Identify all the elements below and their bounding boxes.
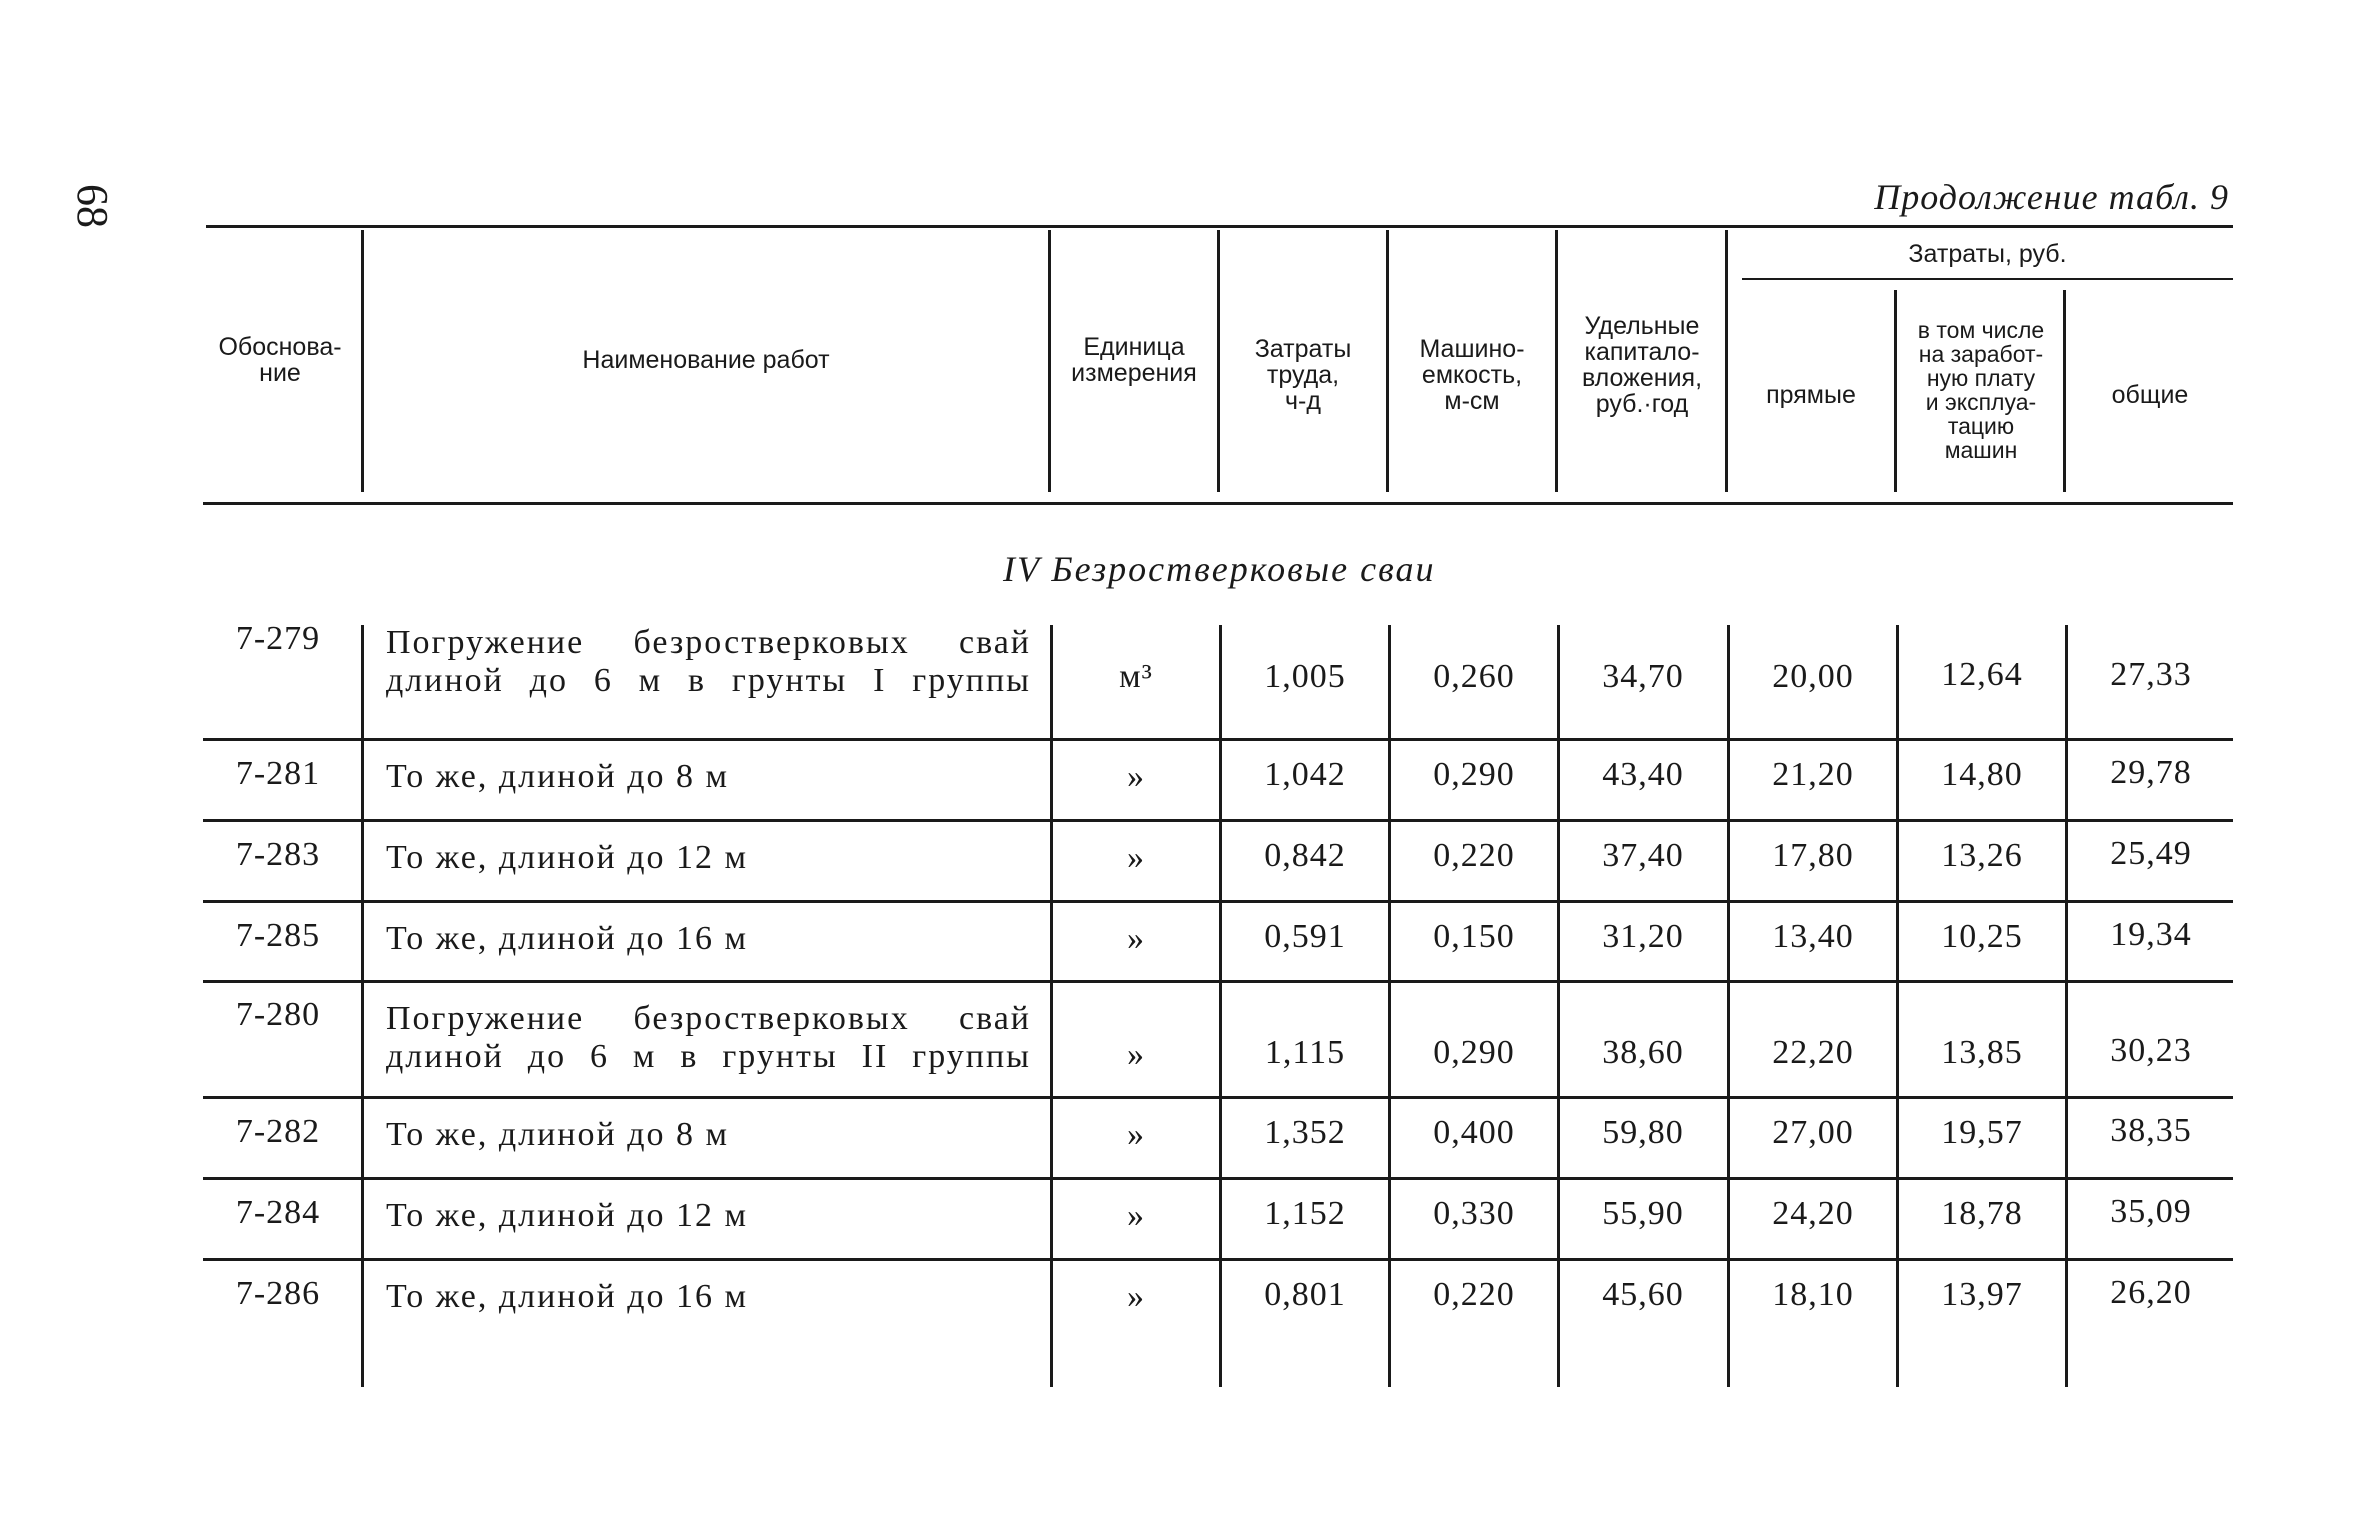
row-machine-hours: 0,260 (1433, 658, 1515, 695)
row-incl-wages: 12,64 (1941, 656, 2023, 693)
header-divider-7 (1894, 290, 1897, 492)
row-work-name: То же, длиной до 16 м (386, 920, 749, 957)
row-code: 7-284 (235, 1194, 321, 1231)
header-capital: Удельные капитало- вложения, руб.·год (1581, 312, 1703, 418)
row-code: 7-279 (235, 620, 321, 657)
row-machine-hours: 0,290 (1433, 756, 1515, 793)
body-divider-1 (361, 625, 364, 1387)
row-total: 26,20 (2110, 1274, 2192, 1311)
row-total: 19,34 (2110, 916, 2192, 953)
row-incl-wages: 18,78 (1941, 1195, 2023, 1232)
row-incl-wages: 13,97 (1941, 1276, 2023, 1313)
row-capital: 34,70 (1602, 658, 1684, 695)
row-separator (203, 738, 2233, 741)
header-bottom-rule (203, 502, 2233, 505)
row-unit: » (1127, 1278, 1145, 1315)
row-incl-wages: 13,26 (1941, 837, 2023, 874)
row-separator (203, 819, 2233, 822)
row-labor: 1,352 (1264, 1114, 1346, 1151)
header-divider-1 (361, 230, 364, 492)
header-divider-3 (1217, 230, 1220, 492)
row-code: 7-283 (235, 836, 321, 873)
row-labor: 0,842 (1264, 837, 1346, 874)
body-divider-8 (2065, 625, 2068, 1387)
row-total: 29,78 (2110, 754, 2192, 791)
body-divider-6 (1727, 625, 1730, 1387)
header-machine-hours: Машино- емкость, м-см (1419, 335, 1525, 415)
row-unit: м³ (1119, 658, 1153, 695)
row-separator (203, 980, 2233, 983)
row-work-name: То же, длиной до 12 м (386, 1197, 749, 1234)
row-work-name: То же, длиной до 16 м (386, 1278, 749, 1315)
row-total: 27,33 (2110, 656, 2192, 693)
row-machine-hours: 0,290 (1433, 1034, 1515, 1071)
header-labor: Затраты труда, ч-д (1254, 335, 1352, 415)
body-divider-3 (1219, 625, 1222, 1387)
section-title: IV Безростверковые сваи (1003, 549, 1436, 589)
row-direct: 24,20 (1772, 1195, 1854, 1232)
row-capital: 55,90 (1602, 1195, 1684, 1232)
header-basis: Обоснова- ние (218, 333, 342, 387)
row-capital: 37,40 (1602, 837, 1684, 874)
header-divider-2 (1048, 230, 1051, 492)
row-code: 7-280 (235, 996, 321, 1033)
row-labor: 0,591 (1264, 918, 1346, 955)
row-work-name: Погружение безростверковых свай длиной до 6 м в грунты I группы (386, 624, 1031, 699)
row-machine-hours: 0,400 (1433, 1114, 1515, 1151)
row-total: 30,23 (2110, 1032, 2192, 1069)
header-work-name: Наименование работ (582, 346, 830, 374)
row-machine-hours: 0,330 (1433, 1195, 1515, 1232)
row-code: 7-286 (235, 1275, 321, 1312)
row-total: 25,49 (2110, 835, 2192, 872)
row-direct: 21,20 (1772, 756, 1854, 793)
row-direct: 22,20 (1772, 1034, 1854, 1071)
row-capital: 45,60 (1602, 1276, 1684, 1313)
row-work-name: То же, длиной до 8 м (386, 1116, 730, 1153)
row-labor: 1,042 (1264, 756, 1346, 793)
row-machine-hours: 0,150 (1433, 918, 1515, 955)
row-code: 7-282 (235, 1113, 321, 1150)
header-direct: прямые (1766, 381, 1856, 409)
body-divider-5 (1557, 625, 1560, 1387)
costs-group-rule (1742, 278, 2233, 280)
row-direct: 17,80 (1772, 837, 1854, 874)
row-total: 35,09 (2110, 1193, 2192, 1230)
row-code: 7-285 (235, 917, 321, 954)
row-work-name: То же, длиной до 8 м (386, 758, 730, 795)
row-unit: » (1127, 758, 1145, 795)
header-divider-5 (1555, 230, 1558, 492)
row-machine-hours: 0,220 (1433, 1276, 1515, 1313)
row-unit: » (1127, 920, 1145, 957)
body-divider-2 (1050, 625, 1053, 1387)
row-incl-wages: 19,57 (1941, 1114, 2023, 1151)
row-direct: 20,00 (1772, 658, 1854, 695)
row-separator (203, 1096, 2233, 1099)
row-direct: 27,00 (1772, 1114, 1854, 1151)
header-divider-8 (2063, 290, 2066, 492)
row-code: 7-281 (235, 755, 321, 792)
row-unit: » (1127, 1197, 1145, 1234)
body-divider-4 (1388, 625, 1391, 1387)
row-labor: 1,005 (1264, 658, 1346, 695)
row-separator (203, 1177, 2233, 1180)
row-separator (203, 1258, 2233, 1261)
row-labor: 1,115 (1264, 1034, 1346, 1071)
row-capital: 59,80 (1602, 1114, 1684, 1151)
header-divider-6 (1725, 230, 1728, 492)
page-number: 68 (68, 184, 117, 228)
row-incl-wages: 13,85 (1941, 1034, 2023, 1071)
header-divider-4 (1386, 230, 1389, 492)
row-machine-hours: 0,220 (1433, 837, 1515, 874)
row-work-name: То же, длиной до 12 м (386, 839, 749, 876)
row-unit: » (1127, 1036, 1145, 1073)
row-total: 38,35 (2110, 1112, 2192, 1149)
body-divider-7 (1896, 625, 1899, 1387)
row-capital: 43,40 (1602, 756, 1684, 793)
row-incl-wages: 14,80 (1941, 756, 2023, 793)
row-incl-wages: 10,25 (1941, 918, 2023, 955)
row-labor: 0,801 (1264, 1276, 1346, 1313)
row-capital: 31,20 (1602, 918, 1684, 955)
header-top-rule (206, 225, 2233, 228)
row-capital: 38,60 (1602, 1034, 1684, 1071)
header-total: общие (2111, 381, 2189, 409)
table-continuation-caption: Продолжение табл. 9 (1874, 177, 2229, 217)
row-direct: 13,40 (1772, 918, 1854, 955)
header-including-wages: в том числе на заработ- ную плату и эксплуа- тацию машин (1917, 317, 2045, 463)
row-unit: » (1127, 1116, 1145, 1153)
row-labor: 1,152 (1264, 1195, 1346, 1232)
row-direct: 18,10 (1772, 1276, 1854, 1313)
row-work-name: Погружение безростверковых свай длиной до 6 м в грунты II группы (386, 1000, 1031, 1075)
header-costs-group: Затраты, руб. (1908, 240, 2067, 268)
row-separator (203, 900, 2233, 903)
row-unit: » (1127, 839, 1145, 876)
header-unit: Единица измерения (1071, 333, 1197, 387)
